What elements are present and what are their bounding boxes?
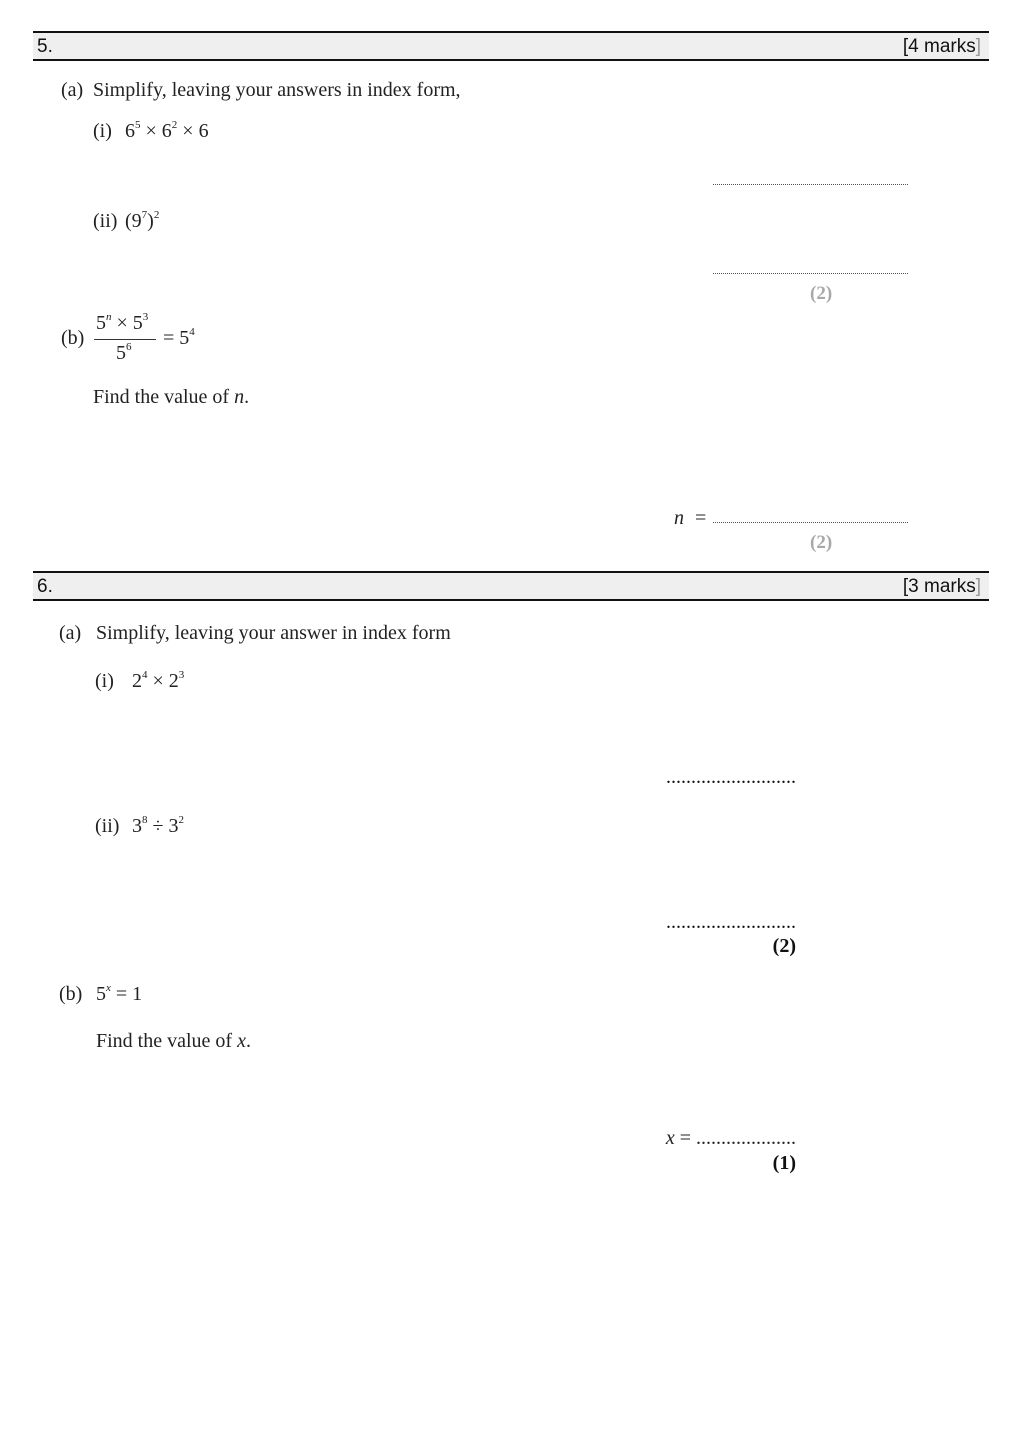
answer-line-5ai[interactable] (713, 184, 908, 185)
question-marks: [3 marks] (902, 576, 981, 597)
part-i-expression: $6^5 \times 6^2 \times 6$ (125, 119, 209, 142)
part-b-instruction: Find the value of x. (96, 1030, 251, 1052)
part-a-label: (a) (61, 79, 84, 101)
part-b-instruction: Find the value of n. (93, 386, 250, 408)
part-a-instruction: Simplify, leaving your answer in index form (96, 622, 451, 644)
part-a-label: (a) (59, 622, 82, 644)
part-ii-label: (ii) (95, 815, 120, 837)
answer-variable: n (674, 507, 684, 529)
answer-dots-6ai[interactable]: .......................... (666, 766, 796, 788)
part-b-expression: $5^x = 1$ (96, 982, 143, 1005)
question-6-header (33, 571, 989, 601)
marks-5a: (2) (810, 283, 833, 304)
marks-6b: (1) (772, 1152, 796, 1174)
fraction-numerator: $5^n \times 5^3$ (96, 311, 149, 334)
answer-6b[interactable]: x = .................... (665, 1127, 796, 1149)
answer-dots-6aii[interactable]: .......................... (666, 911, 796, 933)
part-a-instruction: Simplify, leaving your answers in index form, (93, 79, 461, 101)
answer-line-5aii[interactable] (713, 273, 908, 274)
part-i-expression: $2^4 \times 2^3$ (132, 669, 185, 692)
question-number: 6. (37, 576, 53, 597)
question-marks: [4 marks] (902, 36, 981, 57)
part-ii-label: (ii) (93, 210, 118, 232)
part-ii-expression: $(9^7)^2$ (125, 209, 160, 232)
answer-line-5b[interactable] (713, 522, 908, 523)
part-i-label: (i) (95, 670, 114, 692)
marks-5b: (2) (810, 532, 833, 553)
part-i-label: (i) (93, 120, 112, 142)
part-b-label: (b) (59, 983, 83, 1005)
answer-equals: = (695, 507, 707, 529)
fraction-denominator: $5^6$ (116, 341, 132, 364)
part-ii-expression: $3^8 \div 3^2$ (132, 814, 184, 837)
marks-6a: (2) (772, 935, 796, 957)
question-number: 5. (37, 36, 53, 57)
question-5-header (33, 31, 989, 61)
fraction-bar (94, 339, 156, 340)
part-b-label: (b) (61, 327, 85, 349)
fraction-rhs: = $5^4$ (163, 326, 195, 349)
fraction-5b (94, 312, 158, 364)
